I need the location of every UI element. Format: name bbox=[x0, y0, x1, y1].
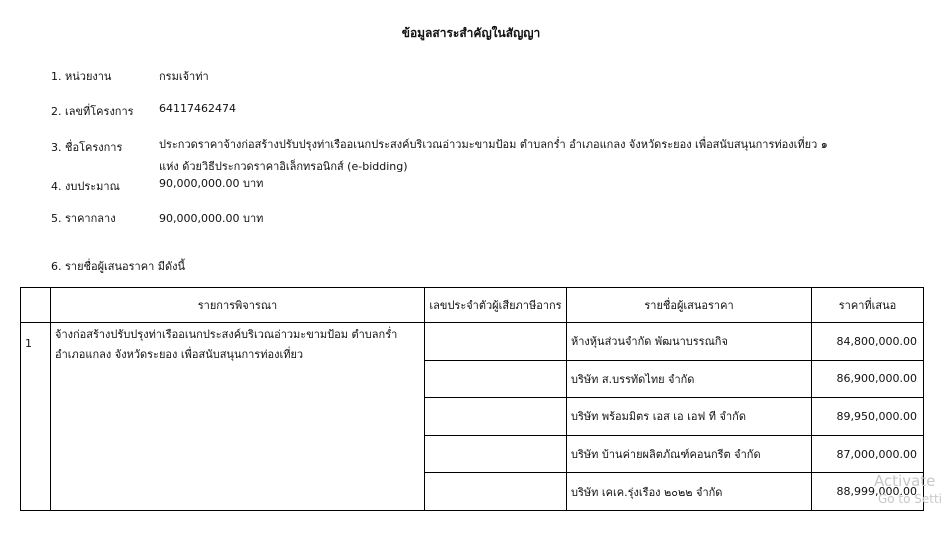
field-value: 90,000,000.00 บาท bbox=[159, 177, 264, 190]
item-number-cell: 1 bbox=[21, 323, 51, 511]
table-row bbox=[21, 323, 924, 361]
watermark-line-2: Go to Setti bbox=[877, 492, 942, 506]
field-label: 4. งบประมาณ bbox=[51, 180, 120, 193]
tax-id-cell bbox=[425, 473, 567, 511]
price-cell: 87,000,000.00 bbox=[812, 435, 924, 473]
activation-watermark bbox=[874, 472, 942, 508]
header-cell: ราคาที่เสนอ bbox=[812, 288, 924, 323]
tax-id-cell bbox=[425, 435, 567, 473]
field-value: 90,000,000.00 บาท bbox=[159, 212, 264, 225]
bidder-cell: บริษัท ส.บรรทัดไทย จำกัด bbox=[567, 360, 812, 398]
bids-table bbox=[20, 287, 924, 511]
item-description-cell: จ้างก่อสร้างปรับปรุงท่าเรืออเนกประสงค์บริเวณอ่าวมะขามป้อม ตำบลกร่ำ อำเภอแกลง จังหวัดระยอง เพื่อสนับสนุนการท่องเที่ยว bbox=[51, 323, 425, 511]
price-cell: 84,800,000.00 bbox=[812, 323, 924, 361]
bidder-cell: บริษัท พร้อมมิตร เอส เอ เอฟ ที จำกัด bbox=[567, 398, 812, 436]
header-cell bbox=[21, 288, 51, 323]
document-title: ข้อมูลสาระสำคัญในสัญญา bbox=[401, 26, 541, 40]
table-header-row bbox=[21, 288, 924, 323]
price-cell: 88,999,000.00 bbox=[812, 473, 924, 511]
field-value: ประกวดราคาจ้างก่อสร้างปรับปรุงท่าเรืออเนกประสงค์บริเวณอ่าวมะขามป้อม ตำบลกร่ำ อำเภอแกลง จังหวัดระยอง เพื่อสนับสนุนการท่องเที่ยว ๑ แห่ง ด้วยวิธีประกวดราคาอิเล็กทรอนิกส์ (e-bidding) bbox=[159, 138, 828, 173]
tax-id-cell bbox=[425, 398, 567, 436]
price-cell: 89,950,000.00 bbox=[812, 398, 924, 436]
field-label: 3. ชื่อโครงการ bbox=[51, 141, 123, 154]
field-value: 64117462474 bbox=[159, 102, 236, 115]
watermark-line-1: Activate bbox=[873, 472, 936, 490]
field-label: 2. เลขที่โครงการ bbox=[51, 105, 134, 118]
tax-id-cell bbox=[425, 323, 567, 361]
field-label: 1. หน่วยงาน bbox=[51, 70, 112, 83]
bidder-cell: บริษัท เคเค.รุ่งเรือง ๒๐๒๒ จำกัด bbox=[567, 473, 812, 511]
header-cell: รายการพิจารณา bbox=[51, 288, 425, 323]
header-cell: เลขประจำตัวผู้เสียภาษีอากร bbox=[425, 288, 567, 323]
price-cell: 86,900,000.00 bbox=[812, 360, 924, 398]
field-value: กรมเจ้าท่า bbox=[159, 70, 209, 83]
bidder-cell: บริษัท บ้านค่ายผลิตภัณฑ์คอนกรีต จำกัด bbox=[567, 435, 812, 473]
field-label: 5. ราคากลาง bbox=[51, 212, 116, 225]
bidder-cell: ห้างหุ้นส่วนจำกัด พัฒนาบรรณกิจ bbox=[567, 323, 812, 361]
tax-id-cell bbox=[425, 360, 567, 398]
header-cell: รายชื่อผู้เสนอราคา bbox=[567, 288, 812, 323]
section-heading: 6. รายชื่อผู้เสนอราคา มีดังนี้ bbox=[51, 260, 186, 273]
